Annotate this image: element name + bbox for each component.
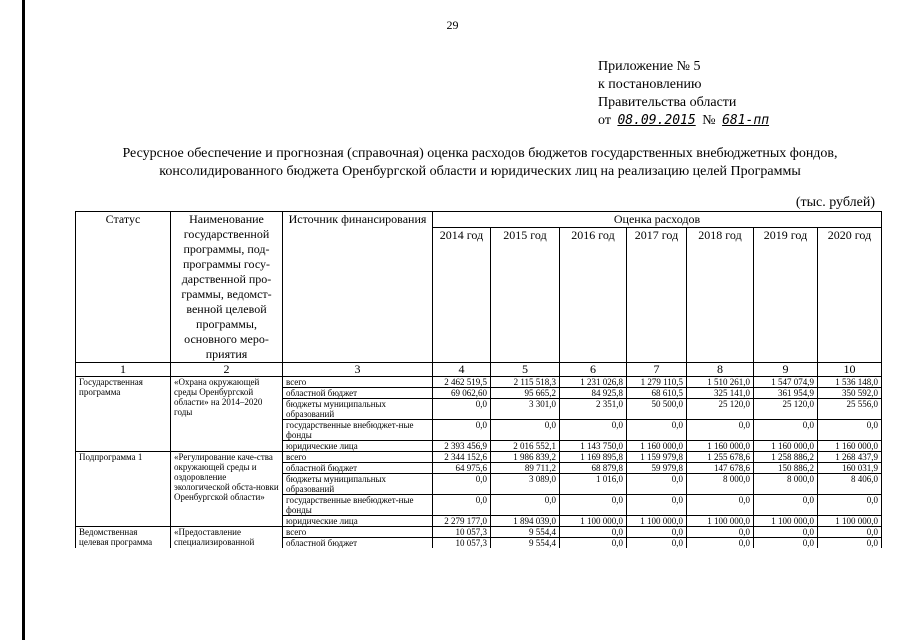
appendix-date-line xyxy=(598,112,772,130)
expense-value: 8 406,0 xyxy=(818,474,882,495)
column-index: 1 xyxy=(76,363,171,377)
expense-value: 0,0 xyxy=(560,538,627,549)
row-status: Ведомственная целевая программа xyxy=(76,527,171,549)
column-index: 5 xyxy=(491,363,560,377)
header-source: Источник финансирования xyxy=(283,212,433,363)
column-index: 2 xyxy=(171,363,283,377)
column-index: 9 xyxy=(754,363,818,377)
header-year: 2018 год xyxy=(687,228,754,363)
expense-value: 1 160 000,0 xyxy=(754,441,818,452)
handwritten-number: 681-пп xyxy=(722,113,770,128)
expense-value: 68 610,5 xyxy=(627,388,687,399)
units-label: (тыс. рублей) xyxy=(795,195,875,210)
expense-value: 64 975,6 xyxy=(433,463,491,474)
funding-source: всего xyxy=(283,377,433,388)
expense-value: 0,0 xyxy=(687,495,754,516)
expense-value: 0,0 xyxy=(754,538,818,549)
expense-value: 9 554,4 xyxy=(491,538,560,549)
expense-value: 1 100 000,0 xyxy=(560,516,627,527)
expense-value: 147 678,6 xyxy=(687,463,754,474)
expense-value: 361 954,9 xyxy=(754,388,818,399)
expense-value: 10 057,3 xyxy=(433,538,491,549)
expense-value: 1 510 261,0 xyxy=(687,377,754,388)
header-year: 2015 год xyxy=(491,228,560,363)
expense-value: 0,0 xyxy=(754,420,818,441)
expense-value: 0,0 xyxy=(560,420,627,441)
expense-value: 0,0 xyxy=(627,538,687,549)
number-prefix: № xyxy=(702,113,716,128)
expense-value: 0,0 xyxy=(818,538,882,549)
date-prefix: от xyxy=(598,113,611,128)
column-index: 3 xyxy=(283,363,433,377)
funding-source: бюджеты муниципальных образований xyxy=(283,399,433,420)
funding-source: юридические лица xyxy=(283,441,433,452)
expense-value: 1 100 000,0 xyxy=(627,516,687,527)
expense-value: 0,0 xyxy=(818,495,882,516)
table-row xyxy=(76,452,882,463)
expense-value: 25 120,0 xyxy=(687,399,754,420)
expense-value: 0,0 xyxy=(754,495,818,516)
expense-value: 1 536 148,0 xyxy=(818,377,882,388)
expense-value: 8 000,0 xyxy=(754,474,818,495)
row-status: Подпрограмма 1 xyxy=(76,452,171,527)
expense-value: 25 120,0 xyxy=(754,399,818,420)
expenses-table xyxy=(75,211,882,548)
expense-value: 0,0 xyxy=(818,527,882,538)
expense-value: 3 089,0 xyxy=(491,474,560,495)
expense-value: 1 143 750,0 xyxy=(560,441,627,452)
expense-value: 2 279 177,0 xyxy=(433,516,491,527)
expense-value: 25 556,0 xyxy=(818,399,882,420)
row-program-name: «Охрана окружающей среды Оренбургской области» на 2014–2020 годы xyxy=(171,377,283,452)
expense-value: 1 547 074,9 xyxy=(754,377,818,388)
funding-source: всего xyxy=(283,527,433,538)
header-year: 2020 год xyxy=(818,228,882,363)
expense-value: 150 886,2 xyxy=(754,463,818,474)
expense-value: 3 301,0 xyxy=(491,399,560,420)
expense-value: 2 115 518,3 xyxy=(491,377,560,388)
expense-value: 69 062,60 xyxy=(433,388,491,399)
expense-value: 59 979,8 xyxy=(627,463,687,474)
expense-value: 1 258 886,2 xyxy=(754,452,818,463)
expense-value: 1 100 000,0 xyxy=(818,516,882,527)
expense-value: 1 159 979,8 xyxy=(627,452,687,463)
column-index: 10 xyxy=(818,363,882,377)
funding-source: государственные внебюджет-ные фонды xyxy=(283,495,433,516)
expense-value: 1 894 039,0 xyxy=(491,516,560,527)
expense-value: 0,0 xyxy=(687,538,754,549)
expense-value: 2 016 552,1 xyxy=(491,441,560,452)
expense-value: 8 000,0 xyxy=(687,474,754,495)
expense-value: 1 160 000,0 xyxy=(687,441,754,452)
expense-value: 0,0 xyxy=(687,527,754,538)
column-index: 6 xyxy=(560,363,627,377)
expense-value: 10 057,3 xyxy=(433,527,491,538)
expense-value: 84 925,8 xyxy=(560,388,627,399)
expense-value: 2 351,0 xyxy=(560,399,627,420)
expense-value: 68 879,8 xyxy=(560,463,627,474)
expense-value: 0,0 xyxy=(687,420,754,441)
title-line-2: консолидированного бюджета Оренбургской области и юридических лиц на реализацию целей Программы xyxy=(159,164,801,179)
column-index: 7 xyxy=(627,363,687,377)
funding-source: государственные внебюджет-ные фонды xyxy=(283,420,433,441)
expense-value: 89 711,2 xyxy=(491,463,560,474)
expense-value: 0,0 xyxy=(560,527,627,538)
expense-value: 0,0 xyxy=(433,399,491,420)
funding-source: юридические лица xyxy=(283,516,433,527)
appendix-line-3: Правительства области xyxy=(598,95,737,110)
funding-source: всего xyxy=(283,452,433,463)
appendix-line-2: к постановлению xyxy=(598,77,702,92)
expense-value: 1 160 000,0 xyxy=(627,441,687,452)
expense-value: 1 016,0 xyxy=(560,474,627,495)
expense-value: 325 141,0 xyxy=(687,388,754,399)
table-row xyxy=(76,527,882,538)
expense-value: 1 160 000,0 xyxy=(818,441,882,452)
expense-value: 0,0 xyxy=(433,495,491,516)
header-year: 2019 год xyxy=(754,228,818,363)
expense-value: 0,0 xyxy=(560,495,627,516)
funding-source: областной бюджет xyxy=(283,463,433,474)
expense-value: 1 100 000,0 xyxy=(687,516,754,527)
page-number: 29 xyxy=(446,18,459,32)
table-row xyxy=(76,377,882,388)
column-index: 8 xyxy=(687,363,754,377)
header-estimate: Оценка расходов xyxy=(433,212,882,228)
expense-value: 1 169 895,8 xyxy=(560,452,627,463)
expense-value: 1 255 678,6 xyxy=(687,452,754,463)
appendix-line-1: Приложение № 5 xyxy=(598,59,701,74)
expense-value: 160 031,9 xyxy=(818,463,882,474)
expense-value: 0,0 xyxy=(433,420,491,441)
expense-value: 0,0 xyxy=(627,420,687,441)
scan-edge-line xyxy=(22,0,25,640)
funding-source: областной бюджет xyxy=(283,388,433,399)
expense-value: 0,0 xyxy=(491,495,560,516)
title-line-1: Ресурсное обеспечение и прогнозная (справочная) оценка расходов бюджетов государственных внебюджетных фондов, xyxy=(122,146,838,161)
expense-value: 2 462 519,5 xyxy=(433,377,491,388)
funding-source: бюджеты муниципальных образований xyxy=(283,474,433,495)
expense-value: 0,0 xyxy=(754,527,818,538)
expense-value: 0,0 xyxy=(433,474,491,495)
column-index: 4 xyxy=(433,363,491,377)
expense-value: 1 279 110,5 xyxy=(627,377,687,388)
header-year: 2014 год xyxy=(433,228,491,363)
expense-value: 0,0 xyxy=(627,527,687,538)
row-program-name: «Регулирование каче-ства окружающей среды и оздоровление экологической обста-новки Оренбургской области» xyxy=(171,452,283,527)
funding-source: областной бюджет xyxy=(283,538,433,549)
header-year: 2016 год xyxy=(560,228,627,363)
header-year: 2017 год xyxy=(627,228,687,363)
header-status: Статус xyxy=(76,212,171,363)
expense-value: 0,0 xyxy=(627,474,687,495)
appendix-header xyxy=(598,58,772,130)
expense-value: 1 986 839,2 xyxy=(491,452,560,463)
expense-value: 1 231 026,8 xyxy=(560,377,627,388)
expense-value: 1 268 437,9 xyxy=(818,452,882,463)
expense-value: 9 554,4 xyxy=(491,527,560,538)
expense-value: 95 665,2 xyxy=(491,388,560,399)
expense-value: 0,0 xyxy=(627,495,687,516)
row-program-name: «Предоставление специализированной xyxy=(171,527,283,549)
document-title xyxy=(60,145,900,181)
expense-value: 350 592,0 xyxy=(818,388,882,399)
expense-value: 0,0 xyxy=(818,420,882,441)
row-status: Государственная программа xyxy=(76,377,171,452)
handwritten-date: 08.09.2015 xyxy=(617,113,696,128)
expense-value: 2 393 456,9 xyxy=(433,441,491,452)
header-name: Наименование государственной программы, под-программы госу-дарственной про-граммы, ведомст-венной целевой программы, основного меро-приятия xyxy=(171,212,283,363)
expense-value: 2 344 152,6 xyxy=(433,452,491,463)
expense-value: 1 100 000,0 xyxy=(754,516,818,527)
expense-value: 50 500,0 xyxy=(627,399,687,420)
expense-value: 0,0 xyxy=(491,420,560,441)
